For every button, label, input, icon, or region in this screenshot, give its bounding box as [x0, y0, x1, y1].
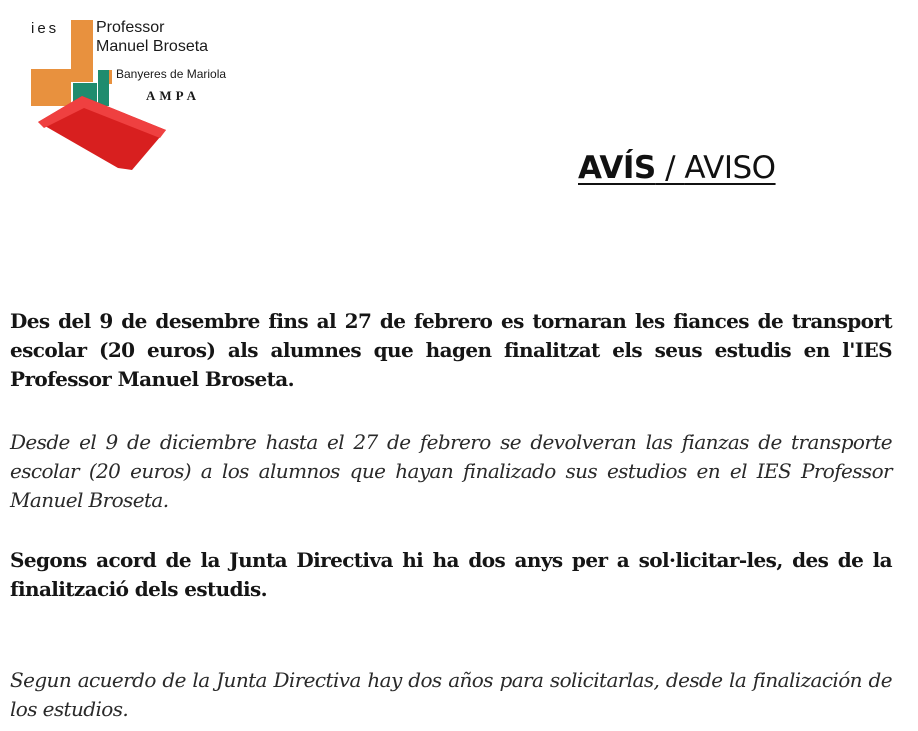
agreement-paragraph-valencian: Segons acord de la Junta Directiva hi ha dos anys per a sol·licitar-les, des de la finalització dels estudis. — [10, 548, 892, 601]
logo-professor-text: Professor — [96, 19, 165, 36]
logo-green-bar — [98, 70, 109, 106]
title-spanish: AVISO — [684, 150, 776, 186]
logo-orange-block — [31, 69, 71, 106]
logo-ampa-text: AMPA — [146, 88, 201, 103]
title-separator: / — [655, 150, 685, 186]
notice-title — [578, 150, 776, 186]
logo-ies-text: ies — [31, 20, 60, 37]
notice-paragraph-valencian: Des del 9 de desembre fins al 27 de febrero es tornaran les fiances de transport escolar (20 euros) als alumnes que hagen finalitzat els seus estudis en l'IES Professor Manuel Broseta. — [10, 309, 892, 391]
logo-name-text: Manuel Broseta — [96, 38, 209, 55]
logo-orange-bar — [71, 20, 93, 82]
notice-paragraph-spanish: Desde el 9 de diciembre hasta el 27 de febrero se devolveran las fianzas de transporte escolar (20 euros) a los alumnos que hayan finalizado sus estudios en el IES Professor Manuel Broseta. — [10, 430, 892, 512]
agreement-paragraph-spanish: Segun acuerdo de la Junta Directiva hay dos años para solicitarlas, desde la finalización de los estudios. — [10, 668, 892, 721]
logo-town-text: Banyeres de Mariola — [116, 67, 227, 81]
title-valencian: AVÍS — [578, 150, 656, 186]
ampa-logo — [0, 0, 260, 175]
